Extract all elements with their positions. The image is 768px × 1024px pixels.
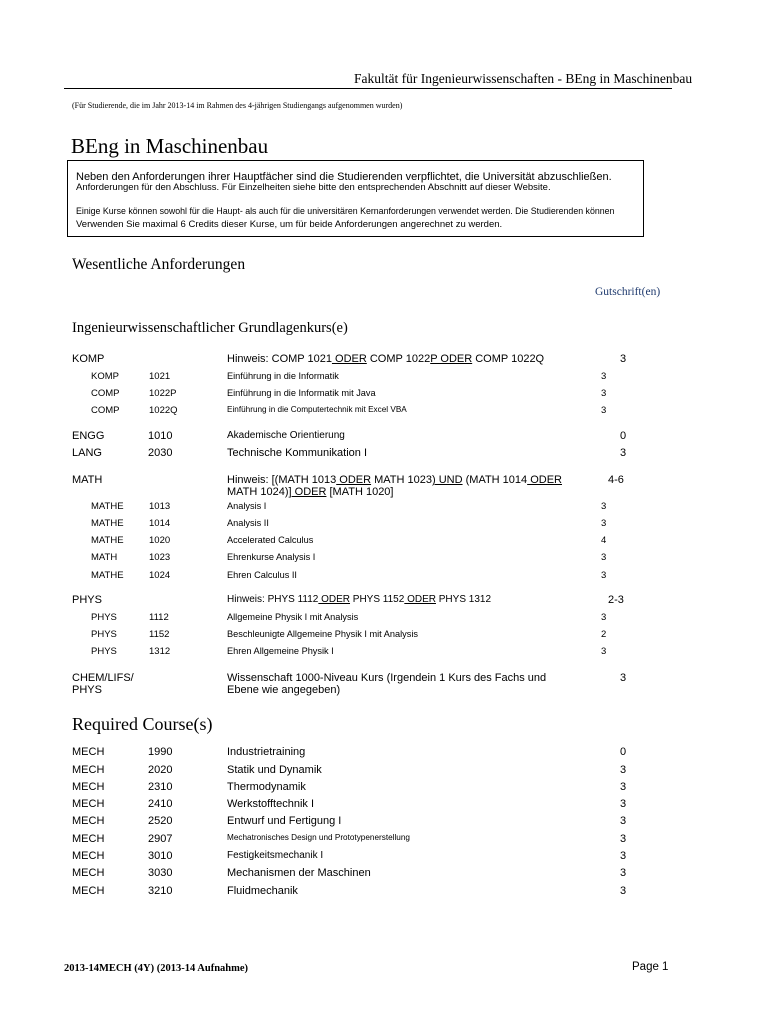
course-credits: 2 (601, 629, 607, 640)
course-number: 1014 (149, 518, 171, 529)
course-subject: MECH (72, 833, 105, 845)
course-subject: LANG (72, 447, 102, 459)
course-title: Beschleunigte Allgemeine Physik I mit Analysis (227, 629, 418, 639)
header-divider (64, 88, 672, 89)
course-credits: 3 (601, 371, 607, 382)
course-subject: MECH (72, 850, 105, 862)
course-credits: 4-6 (608, 474, 624, 486)
course-credits: 3 (601, 501, 607, 512)
course-title: Analysis I (227, 501, 267, 511)
course-title: Akademische Orientierung (227, 430, 345, 441)
course-credits: 3 (601, 552, 607, 563)
course-title: Statik und Dynamik (227, 764, 322, 776)
course-subject: PHYS (91, 612, 117, 623)
course-number: 1013 (149, 501, 171, 512)
course-subject: COMP (91, 388, 120, 399)
course-number: 1023 (149, 552, 171, 563)
course-hint: Hinweis: COMP 1021 ODER COMP 1022P ODER COMP 1022Q (227, 353, 545, 365)
course-number: 3010 (148, 850, 173, 862)
info-box (67, 160, 644, 237)
course-credits: 3 (620, 764, 627, 776)
course-credits: 3 (601, 646, 607, 657)
course-title: Technische Kommunikation I (227, 447, 368, 459)
course-title: Mechanismen der Maschinen (227, 867, 371, 879)
course-subject: CHEM/LIFS/ PHYS (72, 672, 134, 696)
info-box-line: Einige Kurse können sowohl für die Haupt- als auch für die universitären Kernanforderungen verwendet werden. Die Studierenden können (76, 206, 615, 216)
course-number: 1990 (148, 746, 173, 758)
course-title: Festigkeitsmechanik I (227, 850, 324, 861)
info-box-line: Neben den Anforderungen ihrer Hauptfächer sind die Studierenden verpflichtet, die Universität abzuschließen. (76, 171, 612, 183)
course-number: 1024 (149, 570, 171, 581)
course-credits: 4 (601, 535, 607, 546)
course-hint: Hinweis: PHYS 1112 ODER PHYS 1152 ODER PHYS 1312 (227, 594, 492, 605)
course-credits: 0 (620, 430, 627, 442)
course-subject: MECH (72, 815, 105, 827)
course-credits: 2-3 (608, 594, 624, 606)
course-credits: 3 (620, 833, 627, 845)
course-number: 2030 (148, 447, 173, 459)
course-number: 1312 (149, 646, 171, 657)
course-number: 2520 (148, 815, 173, 827)
essential-requirements-heading: Wesentliche Anforderungen (72, 256, 246, 273)
course-title: Thermodynamik (227, 781, 306, 793)
course-title: Einführung in die Informatik (227, 371, 339, 381)
course-subject: MATH (72, 474, 103, 486)
course-credits: 3 (601, 612, 607, 623)
course-number: 2907 (148, 833, 173, 845)
course-subject: PHYS (91, 646, 117, 657)
course-number: 1022P (149, 388, 177, 399)
course-credits: 3 (620, 447, 627, 459)
course-credits: 3 (620, 798, 627, 810)
course-subject: MECH (72, 781, 105, 793)
course-subject: MECH (72, 764, 105, 776)
course-number: 3030 (148, 867, 173, 879)
course-subject: MATHE (91, 570, 124, 581)
course-title: Mechatronisches Design und Prototypenerstellung (227, 833, 410, 842)
course-subject: MECH (72, 746, 105, 758)
course-credits: 0 (620, 746, 627, 758)
info-box-line: Anforderungen für den Abschluss. Für Einzelheiten siehe bitte den entsprechenden Abschnitt auf dieser Website. (76, 182, 551, 193)
required-courses-heading: Required Course(s) (72, 714, 213, 734)
course-title: Einführung in die Informatik mit Java (227, 388, 376, 398)
course-number: 1021 (149, 371, 171, 382)
course-title: Wissenschaft 1000-Niveau Kurs (Irgendein 1 Kurs des Fachs und Ebene wie angegeben) (227, 672, 547, 696)
course-credits: 3 (620, 850, 627, 862)
course-credits: 3 (620, 885, 627, 897)
course-subject: MATHE (91, 518, 124, 529)
course-subject: KOMP (91, 371, 119, 382)
course-credits: 3 (601, 570, 607, 581)
course-credits: 3 (620, 781, 627, 793)
course-subject: MECH (72, 867, 105, 879)
course-subject: MECH (72, 885, 105, 897)
course-number: 1022Q (149, 405, 178, 416)
course-subject: COMP (91, 405, 120, 416)
course-title: Allgemeine Physik I mit Analysis (227, 612, 359, 622)
page-title: BEng in Maschinenbau (71, 134, 269, 158)
course-credits: 3 (620, 867, 627, 879)
course-credits: 3 (601, 405, 607, 416)
course-title: Ehren Calculus II (227, 570, 297, 580)
page-number: Page 1 (632, 961, 669, 973)
course-number: 1020 (149, 535, 171, 546)
course-credits: 3 (620, 353, 627, 365)
credits-column-header: Gutschrift(en) (595, 286, 661, 298)
course-title: Fluidmechanik (227, 885, 298, 897)
course-subject: MECH (72, 798, 105, 810)
course-number: 3210 (148, 885, 173, 897)
course-credits: 3 (601, 388, 607, 399)
course-credits: 3 (620, 815, 627, 827)
course-number: 2020 (148, 764, 173, 776)
course-subject: KOMP (72, 353, 105, 365)
info-box-line: Verwenden Sie maximal 6 Credits dieser Kurse, um für beide Anforderungen angerechnet zu werden. (76, 219, 503, 230)
course-credits: 3 (620, 672, 627, 684)
course-subject: PHYS (91, 629, 117, 640)
course-subject: MATHE (91, 501, 124, 512)
course-title: Ehren Allgemeine Physik I (227, 646, 334, 656)
footer-program-code: 2013-14MECH (4Y) (2013-14 Aufnahme) (64, 963, 249, 974)
course-number: 2410 (148, 798, 173, 810)
course-title: Industrietraining (227, 746, 306, 758)
course-number: 1010 (148, 430, 173, 442)
course-subject: MATHE (91, 535, 124, 546)
course-number: 2310 (148, 781, 173, 793)
course-title: Accelerated Calculus (227, 535, 314, 545)
foundation-courses-heading: Ingenieurwissenschaftlicher Grundlagenkurs(e) (72, 320, 348, 336)
course-credits: 3 (601, 518, 607, 529)
course-hint: Hinweis: [(MATH 1013 ODER MATH 1023) UND (MATH 1014 ODER MATH 1024)] ODER [MATH 1020] (227, 474, 562, 498)
course-title: Analysis II (227, 518, 269, 528)
course-subject: MATH (91, 552, 118, 563)
course-title: Entwurf und Fertigung I (227, 815, 342, 827)
course-title: Ehrenkurse Analysis I (227, 552, 316, 562)
course-subject: PHYS (72, 594, 102, 606)
course-number: 1152 (149, 629, 170, 640)
course-title: Einführung in die Computertechnik mit Excel VBA (227, 405, 407, 414)
course-subject: ENGG (72, 430, 105, 442)
course-title: Werkstofftechnik I (227, 798, 315, 810)
course-number: 1112 (149, 612, 169, 623)
header-title: Fakultät für Ingenieurwissenschaften - BEng in Maschinenbau (354, 71, 693, 86)
intake-note: (Für Studierende, die im Jahr 2013-14 im Rahmen des 4-jährigen Studiengangs aufgenommen wurden) (72, 101, 403, 110)
